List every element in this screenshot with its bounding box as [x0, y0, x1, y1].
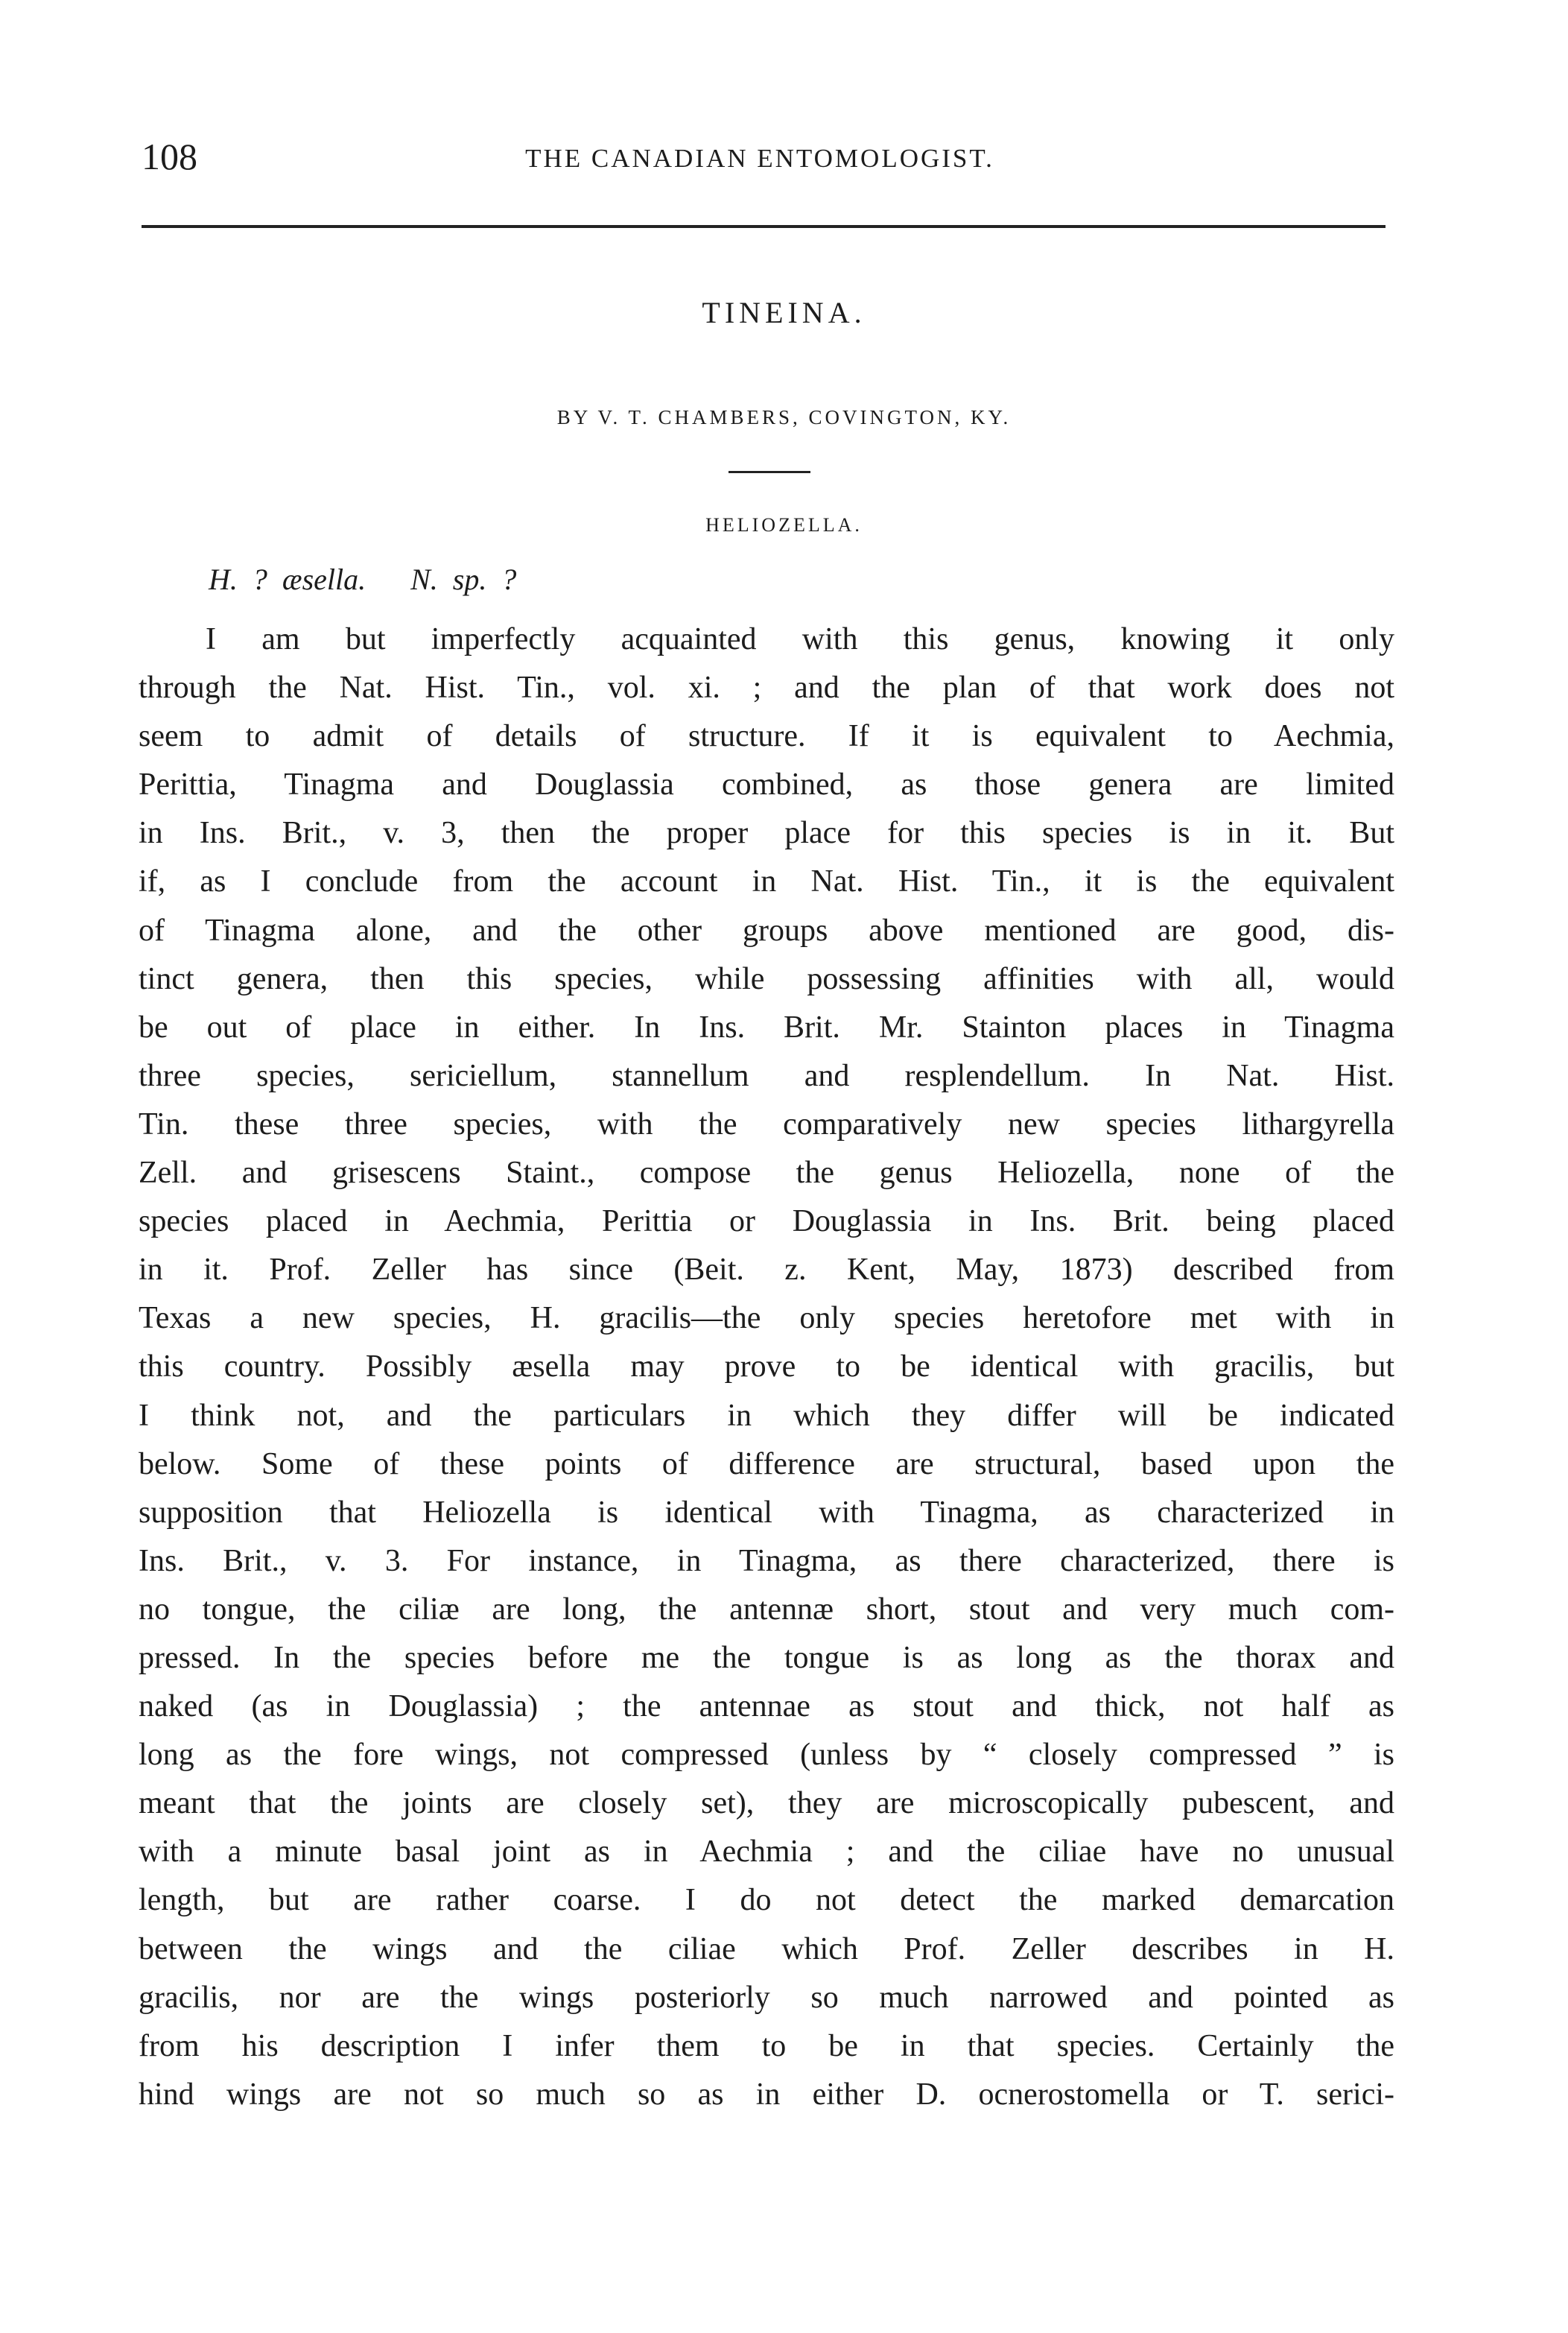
- body-line: Texas a new species, H. gracilis—the only species heretofore met with in: [139, 1301, 1394, 1336]
- title-divider: [729, 471, 810, 473]
- body-line: tinct genera, then this species, while possessing affinities with all, would: [139, 961, 1394, 996]
- body-line: supposition that Heliozella is identical with Tinagma, as characterized in: [139, 1495, 1394, 1530]
- body-line: length, but are rather coarse. I do not detect the marked demarcation: [139, 1883, 1394, 1918]
- body-line: be out of place in either. In Ins. Brit. Mr. Stainton places in Tinagma: [139, 1010, 1394, 1045]
- body-line: seem to admit of details of structure. If it is equivalent to Aechmia,: [139, 719, 1394, 754]
- body-line: if, as I conclude from the account in Nat. Hist. Tin., it is the equivalent: [139, 864, 1394, 899]
- body-line: long as the fore wings, not compressed (unless by “ closely compressed ” is: [139, 1738, 1394, 1773]
- author-byline: BY V. T. CHAMBERS, COVINGTON, KY.: [556, 406, 1012, 428]
- body-line: Perittia, Tinagma and Douglassia combined, as those genera are limited: [139, 767, 1394, 803]
- running-title: THE CANADIAN ENTOMOLOGIST.: [525, 144, 994, 173]
- body-line: through the Nat. Hist. Tin., vol. xi. ; and the plan of that work does not: [139, 671, 1394, 706]
- body-line: of Tinagma alone, and the other groups above mentioned are good, dis-: [139, 913, 1394, 948]
- body-line: Zell. and grisescens Staint., compose the genus Heliozella, none of the: [139, 1156, 1394, 1191]
- species-name: H. ? æsella.: [209, 563, 366, 596]
- article-body: [139, 615, 1394, 2119]
- section-heading: HELIOZELLA.: [705, 514, 863, 536]
- article-title: TINEINA.: [702, 296, 866, 329]
- page-header: [142, 134, 1386, 186]
- body-line: below. Some of these points of difference are structural, based upon the: [139, 1446, 1394, 1481]
- body-line: in it. Prof. Zeller has since (Beit. z. Kent, May, 1873) described from: [139, 1253, 1394, 1288]
- body-line: between the wings and the ciliae which Prof. Zeller describes in H.: [139, 1931, 1394, 1966]
- body-line: pressed. In the species before me the tongue is as long as the thorax and: [139, 1640, 1394, 1675]
- body-line: naked (as in Douglassia) ; the antennae as stout and thick, not half as: [139, 1689, 1394, 1724]
- body-line: in Ins. Brit., v. 3, then the proper place for this species is in it. But: [139, 816, 1394, 851]
- page-number: 108: [142, 136, 197, 177]
- body-line: Tin. these three species, with the comparatively new species lithargyrella: [139, 1107, 1394, 1142]
- body-line: hind wings are not so much so as in either D. ocnerostomella or T. serici-: [139, 2077, 1394, 2112]
- body-line: species placed in Aechmia, Perittia or Douglassia in Ins. Brit. being placed: [139, 1204, 1394, 1239]
- species-heading: [209, 557, 516, 602]
- body-line: this country. Possibly æsella may prove to be identical with gracilis, but: [139, 1349, 1394, 1384]
- body-line: three species, sericiellum, stannellum and resplendellum. In Nat. Hist.: [139, 1058, 1394, 1093]
- body-line: Ins. Brit., v. 3. For instance, in Tinagma, as there characterized, there is: [139, 1543, 1394, 1578]
- header-rule: [142, 225, 1386, 228]
- body-line: gracilis, nor are the wings posteriorly so much narrowed and pointed as: [139, 1980, 1394, 2015]
- body-line: no tongue, the ciliæ are long, the antennæ short, stout and very much com-: [139, 1592, 1394, 1627]
- species-status: N. sp. ?: [410, 563, 517, 596]
- body-line: I think not, and the particulars in which they differ will be indicated: [139, 1398, 1394, 1433]
- body-line: with a minute basal joint as in Aechmia ; and the ciliae have no unusual: [139, 1835, 1394, 1870]
- body-line: meant that the joints are closely set), they are microscopically pubescent, and: [139, 1786, 1394, 1821]
- body-line: I am but imperfectly acquainted with this genus, knowing it only: [206, 622, 1394, 656]
- body-line: from his description I infer them to be in that species. Certainly the: [139, 2028, 1394, 2063]
